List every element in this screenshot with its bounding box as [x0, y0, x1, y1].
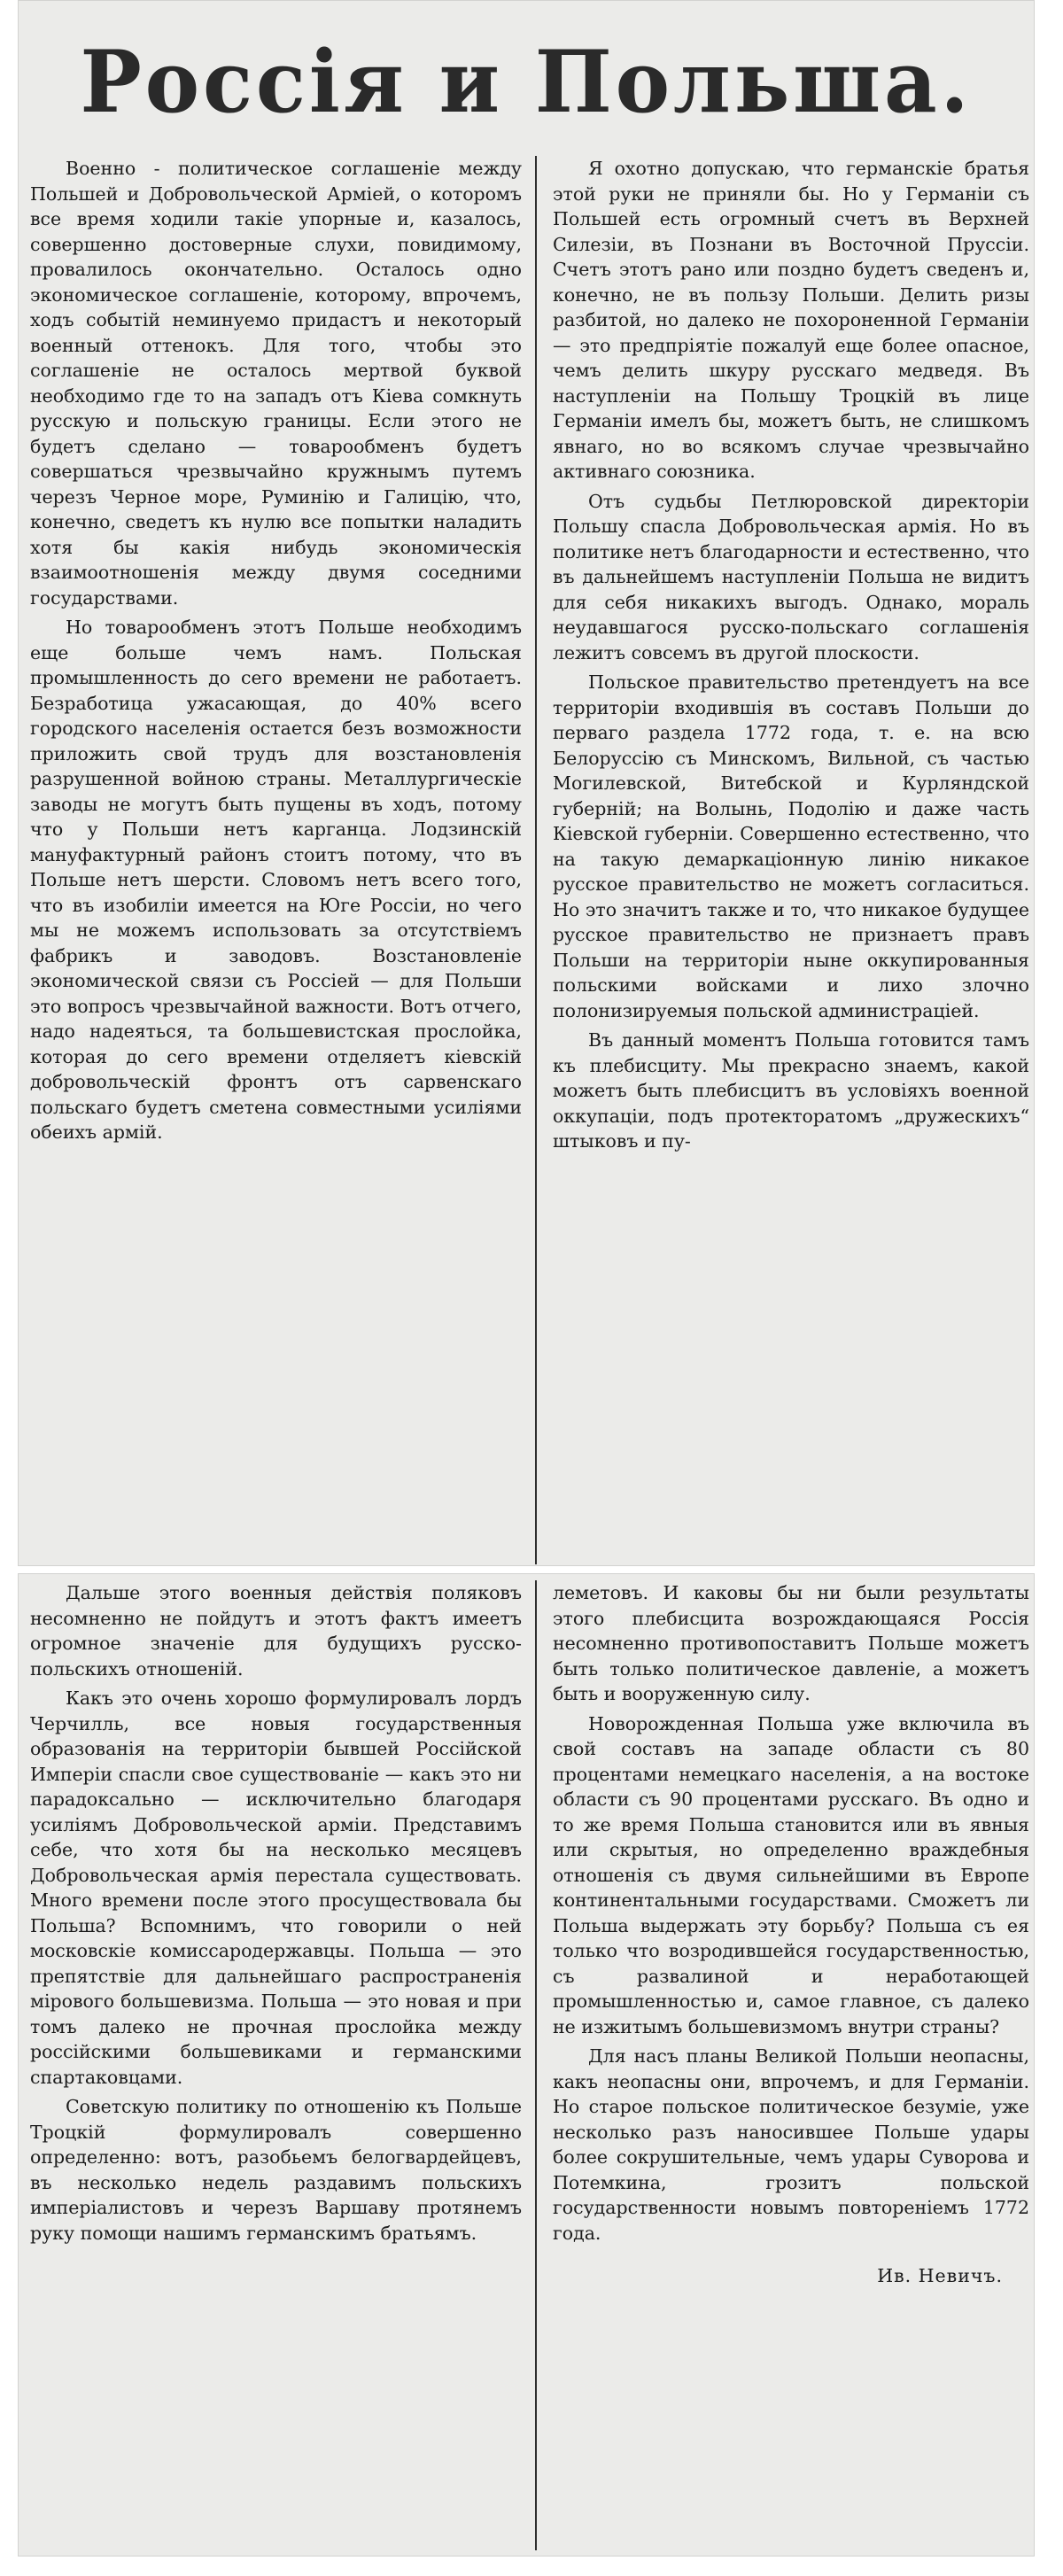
paragraph: Отъ судьбы Петлюровской директоріи Польшу спасла Добровольческая армія. Но въ политике нетъ благодарности и естественно, что въ дальнейшемъ наступленіи Польша не видитъ для себя никакихъ выгодъ. Однако, мораль неудавшагося русско-польскаго соглашенія лежитъ совсемъ въ другой плоскости.: [553, 490, 1029, 663]
article-column-right: [553, 156, 1029, 1564]
headline: Россія и Польша.: [80, 32, 973, 132]
article-column-right: [553, 1580, 1029, 2550]
column-rule: [535, 156, 537, 1564]
author-signature: Ив. Невичъ.: [877, 2265, 1003, 2286]
paragraph: Но товарообменъ этотъ Польше необходимъ еще больше чемъ намъ. Польская промышленность до сего времени не работаетъ. Безработица ужасающая, до 40% всего городского населенія остается безъ возможности приложить свой трудъ для возстановленія разрушенной войною страны. Металлургическіе заводы не могутъ быть пущены въ ходъ, потому что у Польши нетъ карганца. Лодзинскій мануфактурный районъ стоитъ потому, что въ Польше нетъ шерсти. Словомъ нетъ всего того, что въ изобиліи имеется на Юге Россіи, но чего мы не можемъ использовать за отсутствіемъ фабрикъ и заводовъ. Возстановленіе экономической связи съ Россіей — для Польши это вопросъ чрезвычайной важности. Вотъ отчего, надо надеяться, та большевистская прослойка, которая до сего времени отделяетъ кіевскій добровольческій фронтъ отъ сарвенскаго польскаго будетъ сметена совместными усиліями обеихъ армій.: [30, 617, 522, 1143]
paragraph: Я охотно допускаю, что германскіе братья этой руки не приняли бы. Но у Германіи съ Польшей есть огромный счетъ въ Верхней Силезіи, въ Познани въ Восточной Пруссіи. Счетъ этотъ рано или поздно будетъ сведенъ и, конечно, не въ пользу Польши. Делить ризы разбитой, но далеко не похороненной Германіи — это предпріятіе пожалуй еще более опасное, чемъ делить шкуру русскаго медведя. Въ наступленіи на Польшу Троцкій въ лице Германіи имелъ бы, можетъ быть, не слишкомъ явнаго, но во всякомъ случае чрезвычайно активнаго союзника.: [553, 158, 1029, 482]
paragraph: Для насъ планы Великой Польши неопасны, какъ неопасны они, впрочемъ, и для Германіи. Но старое польское политическое безуміе, уже несколько разъ наносившее Польше удары более сокрушительные, чемъ удары Суворова и Потемкина, грозитъ польской государственности новымъ повтореніемъ 1772 года.: [553, 2045, 1029, 2244]
paragraph: Новорожденная Польша уже включила въ свой составъ на западе области съ 80 процентами немецкаго населенія, а на востоке области съ 90 процентами русскаго. Въ одно и то же время Польша становится или въ явныя или скрытыя, но определенно враждебныя отношенія съ двумя сильнейшими въ Европе континентальными государствами. Сможетъ ли Польша выдержать эту борьбу? Польша съ ея только что возродившейся государственностью, съ развалиной и неработающей промышленностью и, самое главное, съ далеко не изжитымъ большевизмомъ внутри страны?: [553, 1712, 1029, 2037]
article-column-left: [30, 156, 522, 1564]
paragraph: Дальше этого военныя действія поляковъ несомненно не пойдутъ и этотъ фактъ имеетъ огромное значеніе для будущихъ русско-польскихъ отношеній.: [30, 1582, 522, 1680]
column-rule: [535, 1580, 537, 2550]
paragraph: Въ данный моментъ Польша готовится тамъ къ плебисциту. Мы прекрасно знаемъ, какой можетъ быть плебисцитъ въ условіяхъ военной оккупаціи, подъ протекторатомъ „дружескихъ“ штыковъ и пу-: [553, 1029, 1029, 1152]
newspaper-clipping-top: [18, 0, 1035, 1566]
paragraph: Какъ это очень хорошо формулировалъ лордъ Черчилль, все новыя государственныя образованія на территоріи бывшей Россійской Имперіи спасли свое существованіе — какъ это ни парадоксально — исключительно благодаря усиліямъ Добровольческой арміи. Представимъ себе, что хотя бы на несколько месяцевъ Добровольческая армія перестала существовать. Много времени после этого просуществовала бы Польша? Вспомнимъ, что говорили о ней московскіе комиссародержавцы. Польша — это препятствіе для дальнейшаго распространенія мірового большевизма. Польша — это новая и при томъ далеко не прочная прослойка между россійскими большевиками и германскими спартаковцами.: [30, 1688, 522, 2088]
paragraph: леметовъ. И каковы бы ни были результаты этого плебисцита возрождающаяся Россія несомненно противопоставитъ Польше можетъ быть только политическое давленіе, а можетъ быть и вооруженную силу.: [553, 1582, 1029, 1704]
paragraph: Военно - политическое соглашеніе между Польшей и Добровольческой Арміей, о которомъ все время ходили такіе упорные и, казалось, совершенно достоверные слухи, повидимому, провалилось окончательно. Осталось одно экономическое соглашеніе, которому, впрочемъ, ходъ событій неминуемо придастъ и некоторый военный оттенокъ. Для того, чтобы это соглашеніе не осталось мертвой буквой необходимо где то на западъ отъ Кіева сомкнуть русскую и польскую границы. Если этого не будетъ сделано — товарообменъ будетъ совершаться чрезвычайно кружнымъ путемъ черезъ Черное море, Руминію и Галицію, что, конечно, сведетъ къ нулю все попытки наладить хотя бы какія нибудь экономическія взаимоотношенія между двумя соседними государствами.: [30, 158, 522, 609]
paragraph: Польское правительство претендуетъ на все территоріи входившія въ составъ Польши до перваго раздела 1772 года, т. е. на всю Белоруссію съ Минскомъ, Вильной, съ частью Могилевской, Витебской и Курляндской губерній; на Волынь, Подолію и даже часть Кіевской губерніи. Совершенно естественно, что на такую демаркаціонную линію никакое русское правительство не можетъ согласиться. Но это значитъ также и то, что никакое будущее русское правительство не признаетъ правъ Польши на территоріи ныне оккупированныя польскими войсками и лихо злочно полонизируемыя польской администраціей.: [553, 671, 1029, 1021]
newspaper-clipping-bottom: [18, 1573, 1035, 2557]
paragraph: Советскую политику по отношенію къ Польше Троцкій формулировалъ совершенно определенно: вотъ, разобьемъ белогвардейцевъ, въ несколько недель раздавимъ польскихъ имперіалистовъ и черезъ Варшаву протянемъ руку помощи нашимъ германскимъ братьямъ.: [30, 2096, 522, 2244]
article-column-left: [30, 1580, 522, 2550]
